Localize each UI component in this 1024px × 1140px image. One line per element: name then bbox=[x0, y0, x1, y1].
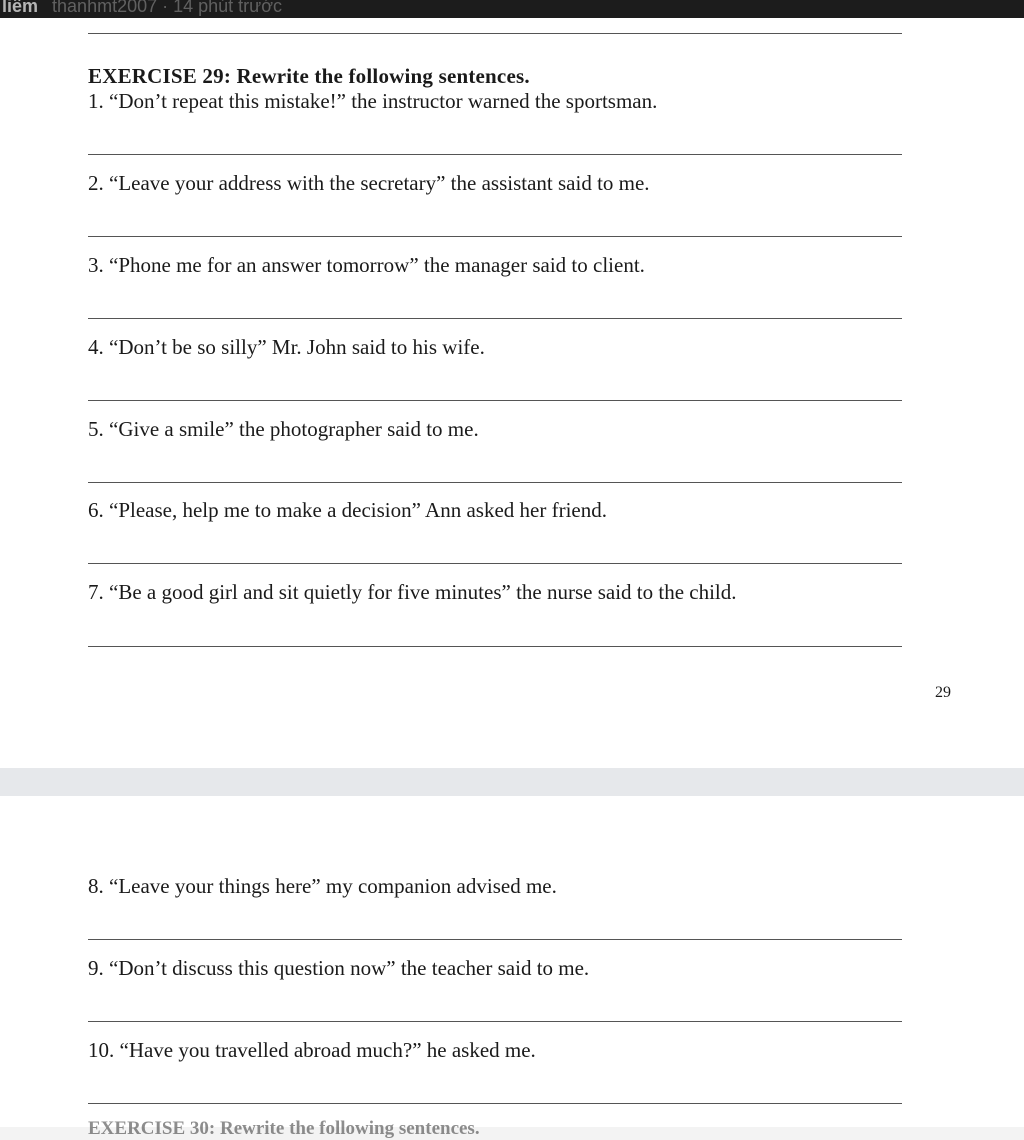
sentence-6: 6. “Please, help me to make a decision” Ann asked her friend. bbox=[88, 498, 607, 522]
answer-line-3[interactable] bbox=[88, 304, 902, 319]
next-exercise-heading: EXERCISE 30: Rewrite the following sentences. bbox=[88, 1118, 480, 1139]
sentence-1: 1. “Don’t repeat this mistake!” the instructor warned the sportsman. bbox=[88, 89, 658, 113]
document-page-1 bbox=[0, 18, 1024, 768]
answer-line-4[interactable] bbox=[88, 386, 902, 401]
answer-line-1[interactable] bbox=[88, 140, 902, 155]
sentence-8: 8. “Leave your things here” my companion advised me. bbox=[88, 874, 557, 898]
page-number: 29 bbox=[935, 684, 951, 701]
sentence-4: 4. “Don’t be so silly” Mr. John said to his wife. bbox=[88, 335, 485, 359]
answer-line-8[interactable] bbox=[88, 925, 902, 940]
app-header-strip bbox=[0, 0, 1024, 18]
username-text: liêm thanhmt2007 · 14 phút trước bbox=[2, 0, 282, 17]
answer-line-6[interactable] bbox=[88, 549, 902, 564]
post-meta-text: thanhmt2007 · 14 phút trước bbox=[52, 0, 283, 16]
exercise-title: EXERCISE 29: Rewrite the following sentences. bbox=[88, 64, 530, 88]
sentence-9: 9. “Don’t discuss this question now” the teacher said to me. bbox=[88, 956, 590, 980]
answer-line-7[interactable] bbox=[88, 632, 902, 647]
page-gap bbox=[0, 768, 1024, 796]
top-divider bbox=[88, 33, 902, 34]
sentence-2: 2. “Leave your address with the secretary” the assistant said to me. bbox=[88, 171, 650, 195]
sentence-7: 7. “Be a good girl and sit quietly for five minutes” the nurse said to the child. bbox=[88, 580, 737, 604]
sentence-5: 5. “Give a smile” the photographer said to me. bbox=[88, 417, 479, 441]
answer-line-10[interactable] bbox=[88, 1089, 902, 1104]
answer-line-9[interactable] bbox=[88, 1007, 902, 1022]
document-page-2 bbox=[0, 796, 1024, 1139]
sentence-3: 3. “Phone me for an answer tomorrow” the manager said to client. bbox=[88, 253, 645, 277]
sentence-10: 10. “Have you travelled abroad much?” he asked me. bbox=[88, 1038, 536, 1062]
answer-line-2[interactable] bbox=[88, 222, 902, 237]
answer-line-5[interactable] bbox=[88, 468, 902, 483]
